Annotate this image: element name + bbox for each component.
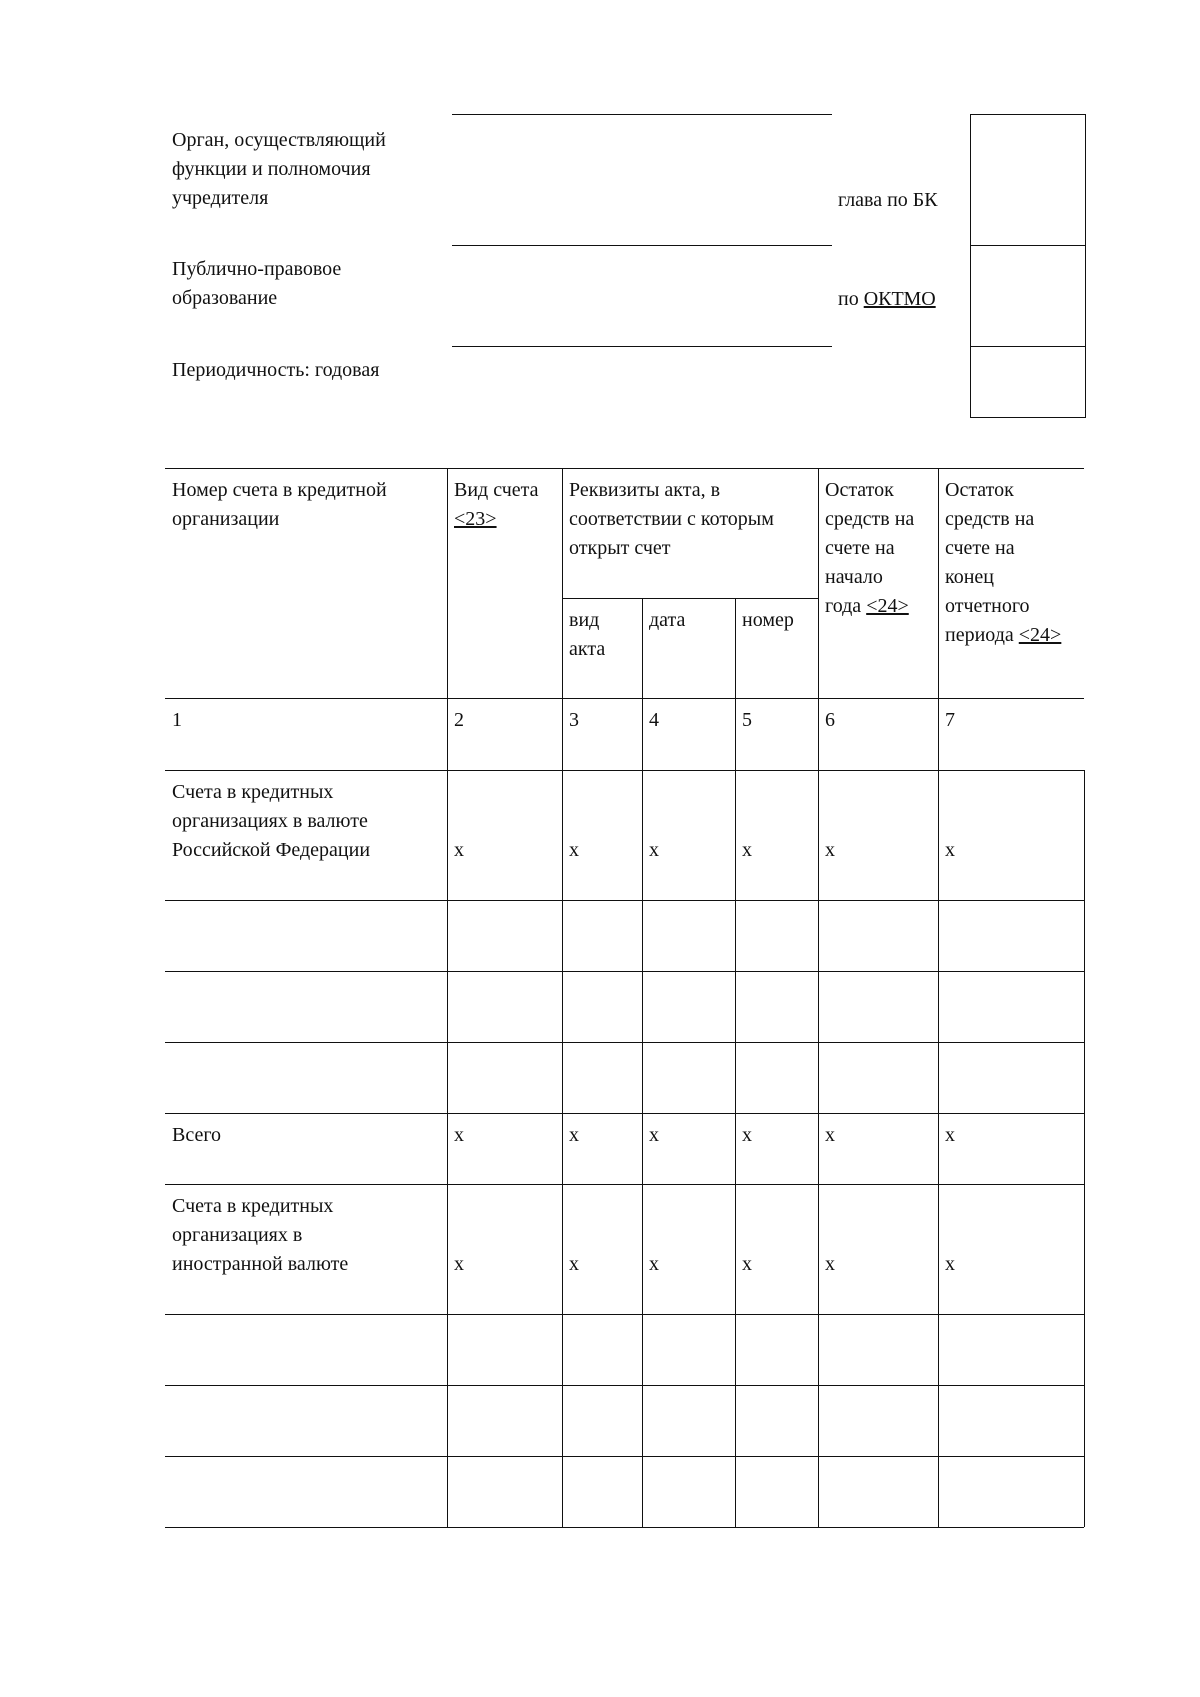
- periodicity-label: Периодичность: годовая: [172, 359, 380, 381]
- table-cell: x: [649, 839, 659, 861]
- table-right-border: [1084, 770, 1085, 1527]
- header-balance-start-text: Остаток средств на счете на начало года: [825, 479, 915, 617]
- table-cell: x: [825, 839, 835, 861]
- header-balance-end-text: Остаток средств на счете на конец отчетного периода: [945, 479, 1035, 646]
- table-row-label: Всего: [172, 1124, 222, 1146]
- header-act-type: вид акта: [569, 609, 606, 660]
- table-cell: x: [569, 839, 579, 861]
- row-divider: [165, 1385, 1084, 1386]
- row-divider: [165, 971, 1084, 972]
- table-cell: x: [742, 839, 752, 861]
- column-number: 7: [945, 709, 955, 731]
- table-cell: x: [945, 839, 955, 861]
- header-balance-end: [945, 476, 1061, 650]
- footnote-link-24[interactable]: <24>: [866, 595, 909, 617]
- table-bottom-border: [165, 1527, 1084, 1528]
- table-cell: x: [825, 1253, 835, 1275]
- header-act-details-group: Реквизиты акта, в соответствии с которым открыт счет: [569, 479, 774, 559]
- table-cell: x: [454, 1124, 464, 1146]
- header-bottom-border: [165, 698, 1084, 699]
- table-row-label: Счета в кредитных организациях в иностранной валюте: [172, 1195, 349, 1275]
- table-top-border: [165, 468, 1084, 469]
- table-cell: x: [945, 1124, 955, 1146]
- table-cell: x: [742, 1253, 752, 1275]
- row-divider: [165, 900, 1084, 901]
- table-cell: x: [649, 1124, 659, 1146]
- table-row-label: Счета в кредитных организациях в валюте Российской Федерации: [172, 781, 371, 861]
- header-account-number: Номер счета в кредитной организации: [172, 479, 387, 530]
- table-cell: x: [742, 1124, 752, 1146]
- column-number: 1: [172, 709, 182, 731]
- header-balance-start: [825, 476, 914, 621]
- column-divider: [562, 468, 563, 1527]
- column-numbers-bottom-border: [165, 770, 1084, 771]
- column-divider: [447, 468, 448, 1527]
- column-divider: [818, 468, 819, 1527]
- header-act-number: номер: [742, 609, 794, 631]
- table-cell: x: [649, 1253, 659, 1275]
- header-group-divider: [562, 598, 818, 599]
- row-divider: [165, 1184, 1084, 1185]
- column-number: 4: [649, 709, 659, 731]
- row-divider: [165, 1456, 1084, 1457]
- column-divider: [642, 598, 643, 1527]
- column-number: 2: [454, 709, 464, 731]
- row-divider: [165, 1314, 1084, 1315]
- table-cell: x: [569, 1124, 579, 1146]
- header-account-type: [454, 476, 539, 534]
- footnote-link-23[interactable]: <23>: [454, 508, 497, 530]
- header-account-type-text: Вид счета: [454, 479, 539, 501]
- oktmo-link[interactable]: ОКТМО: [863, 288, 936, 310]
- column-divider: [938, 468, 939, 1527]
- column-number: 3: [569, 709, 579, 731]
- public-entity-label: Публично-правовое образование: [172, 258, 342, 309]
- column-number: 5: [742, 709, 752, 731]
- table-cell: x: [454, 839, 464, 861]
- table-cell: x: [945, 1253, 955, 1275]
- column-divider: [735, 598, 736, 1527]
- founder-label: Орган, осуществляющий функции и полномочия учредителя: [172, 129, 386, 209]
- row-divider: [165, 1113, 1084, 1114]
- table-cell: x: [569, 1253, 579, 1275]
- oktmo-prefix: по: [838, 288, 864, 310]
- table-cell: x: [454, 1253, 464, 1275]
- header-act-date: дата: [649, 609, 686, 631]
- bk-chapter-label: глава по БК: [838, 189, 938, 211]
- column-number: 6: [825, 709, 835, 731]
- table-cell: x: [825, 1124, 835, 1146]
- footnote-link-24[interactable]: <24>: [1018, 624, 1062, 646]
- row-divider: [165, 1042, 1084, 1043]
